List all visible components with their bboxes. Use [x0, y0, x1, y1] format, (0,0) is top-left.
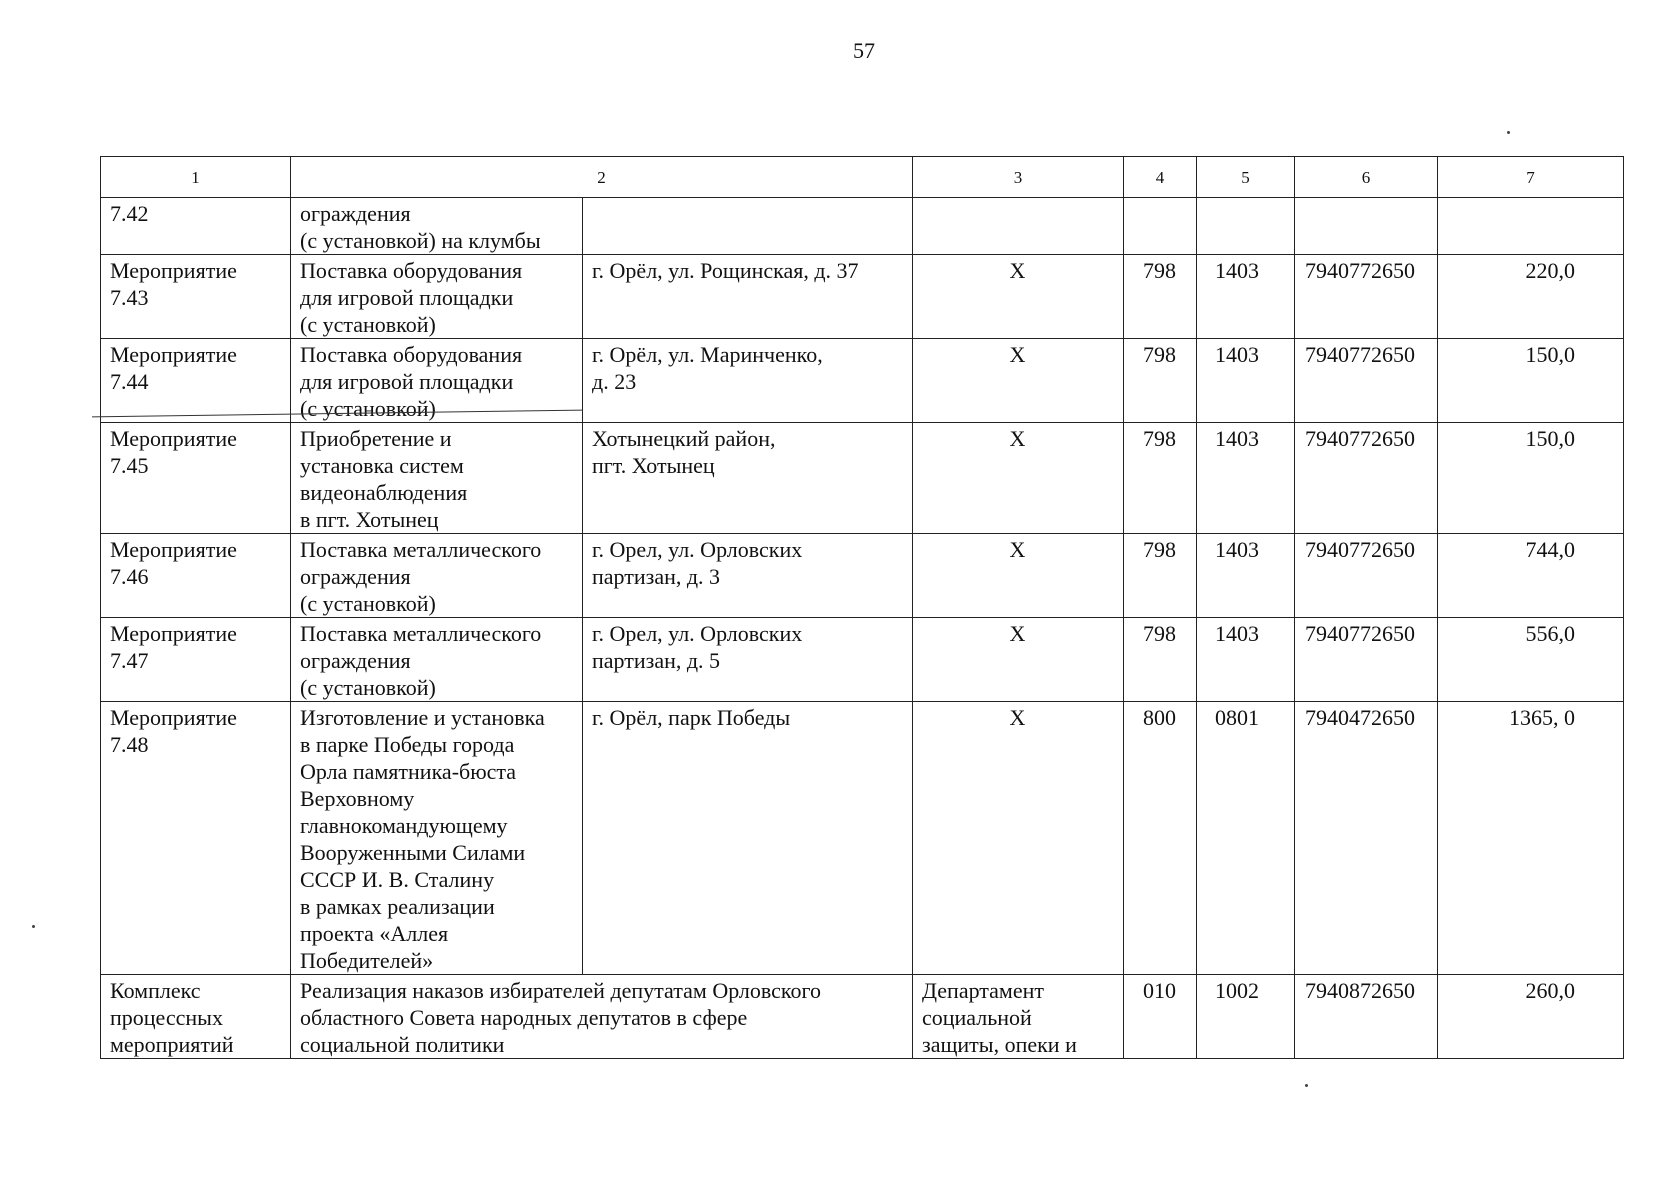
event-id-cell: Мероприятие 7.48	[101, 702, 291, 975]
executor-cell	[913, 198, 1124, 255]
event-description-cell: ограждения (с установкой) на клумбы	[291, 198, 583, 255]
target-code-cell: 7940772650	[1295, 255, 1438, 339]
section-code-cell: 1403	[1197, 618, 1295, 702]
amount-cell	[1438, 198, 1624, 255]
section-code-cell: 1403	[1197, 534, 1295, 618]
header-cell: 6	[1295, 157, 1438, 198]
section-code-cell: 1403	[1197, 423, 1295, 534]
executor-cell: Х	[913, 534, 1124, 618]
event-id-cell: 7.42	[101, 198, 291, 255]
scan-speck	[1507, 131, 1510, 134]
header-row	[101, 157, 1624, 198]
table-row	[101, 534, 1624, 618]
header-cell: 5	[1197, 157, 1295, 198]
code-cell: 800	[1124, 702, 1197, 975]
target-code-cell: 7940772650	[1295, 618, 1438, 702]
section-code-cell: 1002	[1197, 975, 1295, 1059]
target-code-cell: 7940772650	[1295, 534, 1438, 618]
table-row	[101, 198, 1624, 255]
amount-cell: 150,0	[1438, 423, 1624, 534]
event-address-cell: Хотынецкий район, пгт. Хотынец	[583, 423, 913, 534]
event-address-cell: г. Орел, ул. Орловских партизан, д. 3	[583, 534, 913, 618]
section-code-cell: 1403	[1197, 339, 1295, 423]
code-cell: 798	[1124, 534, 1197, 618]
header-cell: 3	[913, 157, 1124, 198]
department-cell: Департамент социальной защиты, опеки и	[913, 975, 1124, 1059]
event-id-cell: Мероприятие 7.47	[101, 618, 291, 702]
budget-table	[100, 156, 1624, 1059]
code-cell	[1124, 198, 1197, 255]
header-cell: 7	[1438, 157, 1624, 198]
event-id-cell: Мероприятие 7.43	[101, 255, 291, 339]
section-code-cell: 1403	[1197, 255, 1295, 339]
amount-cell: 150,0	[1438, 339, 1624, 423]
page-number: 57	[853, 38, 875, 63]
complex-label-cell: Комплекс процессных мероприятий	[101, 975, 291, 1059]
table-row	[101, 339, 1624, 423]
executor-cell: Х	[913, 423, 1124, 534]
code-cell: 798	[1124, 339, 1197, 423]
event-id-cell: Мероприятие 7.46	[101, 534, 291, 618]
target-code-cell: 7940772650	[1295, 423, 1438, 534]
amount-cell: 220,0	[1438, 255, 1624, 339]
target-code-cell: 7940772650	[1295, 339, 1438, 423]
event-description-cell: Изготовление и установка в парке Победы города Орла памятника-бюста Верховному главнокомандующему Вооруженными Силами СССР И. В. Сталину в рамках реализации проекта «Аллея Победителей»	[291, 702, 583, 975]
code-cell: 798	[1124, 255, 1197, 339]
event-address-cell: г. Орел, ул. Орловских партизан, д. 5	[583, 618, 913, 702]
target-code-cell: 7940472650	[1295, 702, 1438, 975]
event-address-cell: г. Орёл, парк Победы	[583, 702, 913, 975]
executor-cell: Х	[913, 255, 1124, 339]
scan-speck	[1305, 1084, 1308, 1087]
complex-description-cell: Реализация наказов избирателей депутатам Орловского областного Совета народных депутатов в сфере социальной политики	[291, 975, 913, 1059]
table-row	[101, 423, 1624, 534]
table-row	[101, 255, 1624, 339]
event-id-cell: Мероприятие 7.45	[101, 423, 291, 534]
event-address-cell: г. Орёл, ул. Рощинская, д. 37	[583, 255, 913, 339]
amount-cell: 260,0	[1438, 975, 1624, 1059]
executor-cell: Х	[913, 339, 1124, 423]
target-code-cell: 7940872650	[1295, 975, 1438, 1059]
header-cell: 2	[291, 157, 913, 198]
table-row	[101, 702, 1624, 975]
section-code-cell: 0801	[1197, 702, 1295, 975]
table-row	[101, 618, 1624, 702]
event-description-cell: Поставка металлического ограждения (с установкой)	[291, 534, 583, 618]
amount-cell: 744,0	[1438, 534, 1624, 618]
amount-cell: 1365, 0	[1438, 702, 1624, 975]
section-code-cell	[1197, 198, 1295, 255]
code-cell: 010	[1124, 975, 1197, 1059]
table-row-summary	[101, 975, 1624, 1059]
scan-speck	[32, 925, 35, 928]
code-cell: 798	[1124, 618, 1197, 702]
event-description-cell: Поставка металлического ограждения (с установкой)	[291, 618, 583, 702]
event-address-cell	[583, 198, 913, 255]
executor-cell: Х	[913, 702, 1124, 975]
event-description-cell: Поставка оборудования для игровой площадки (с установкой)	[291, 339, 583, 423]
event-id-cell: Мероприятие 7.44	[101, 339, 291, 423]
event-description-cell: Поставка оборудования для игровой площадки (с установкой)	[291, 255, 583, 339]
header-cell: 4	[1124, 157, 1197, 198]
executor-cell: Х	[913, 618, 1124, 702]
header-cell: 1	[101, 157, 291, 198]
event-address-cell: г. Орёл, ул. Маринченко, д. 23	[583, 339, 913, 423]
code-cell: 798	[1124, 423, 1197, 534]
target-code-cell	[1295, 198, 1438, 255]
amount-cell: 556,0	[1438, 618, 1624, 702]
event-description-cell: Приобретение и установка систем видеонаблюдения в пгт. Хотынец	[291, 423, 583, 534]
